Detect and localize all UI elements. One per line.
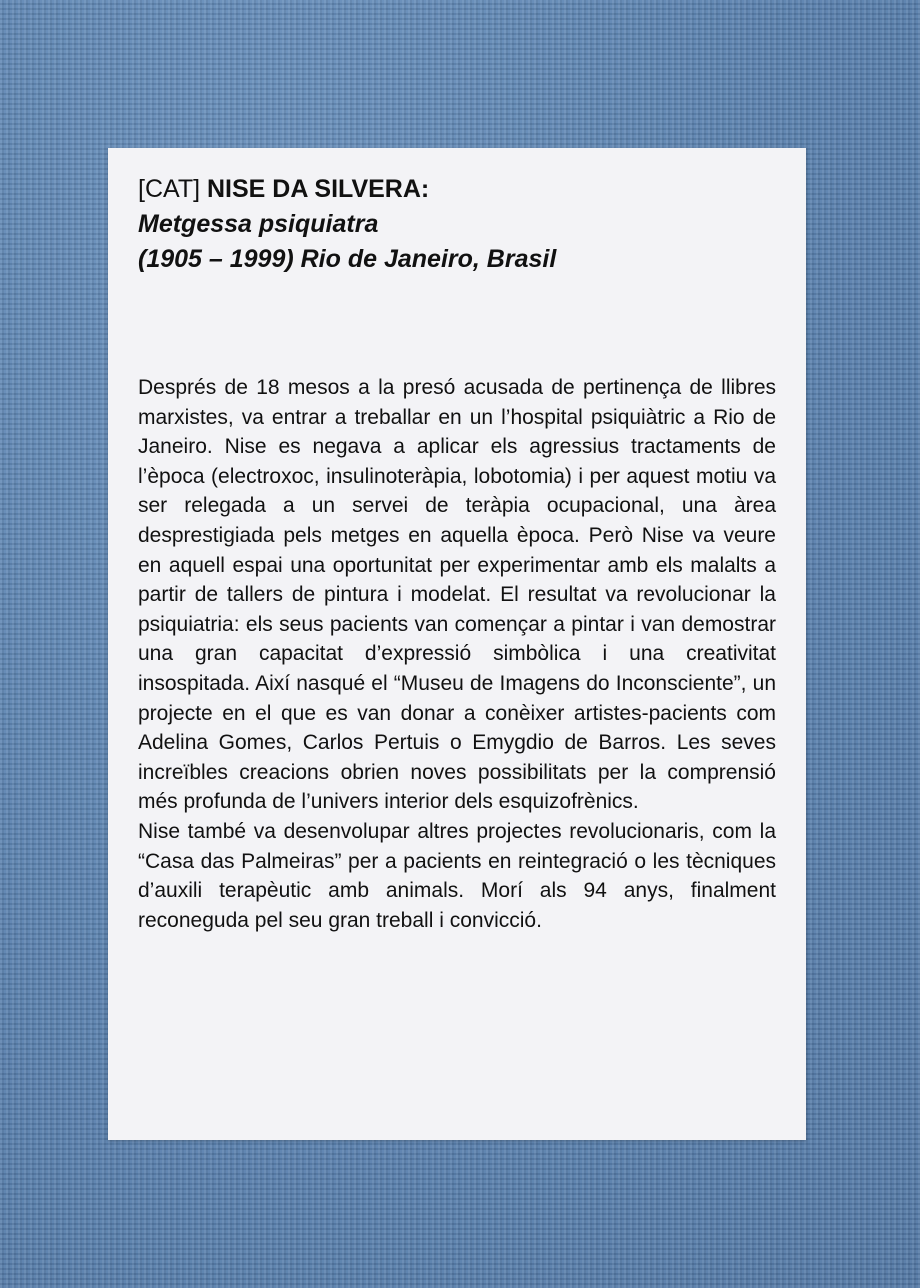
biography-text	[138, 373, 776, 935]
biography-paragraph: Després de 18 mesos a la presó acusada de pertinença de llibres marxistes, va entrar a treballar en un l’hospital psiquiàtric a Rio de Janeiro. Nise es negava a aplicar els agressius tractaments de l’època (electroxoc, insulinoteràpia, lobotomia) i per aquest motiu va ser relegada a un servei de teràpia ocupacional, una àrea desprestigiada pels metges en aquella època. Però Nise va veure en aquell espai una oportunitat per experimentar amb els malalts a partir de tallers de pintura i modelat. El resultat va revolucionar la psiquiatria: els seus pacients van començar a pintar i van demostrar una gran capacitat d’expressió simbòlica i una creativitat insospitada. Així nasqué el “Museu de Imagens do Inconsciente”, un projecte en el que es van donar a conèixer artistes-pacients com Adelina Gomes, Carlos Pertuis o Emygdio de Barros. Les seves increïbles creacions obrien noves possibilitats per la comprensió més profunda de l’univers interior dels esquizofrènics.	[138, 376, 776, 814]
subject-name: NISE DA SILVERA:	[207, 175, 430, 203]
subject-dates-place: (1905 – 1999) Rio de Janeiro, Brasil	[138, 245, 557, 273]
biography-paragraph: Nise també va desenvolupar altres projectes revolucionaris, com la “Casa das Palmeiras” per a pacients en reintegració o les tècniques d’auxili terapèutic amb animals. Morí als 94 anys, finalment reconeguda pel seu gran treball i convicció.	[138, 819, 776, 932]
subject-profession: Metgessa psiquiatra	[138, 210, 379, 238]
language-tag: [CAT]	[138, 175, 201, 203]
card-heading	[138, 172, 776, 277]
info-card	[108, 148, 806, 1140]
